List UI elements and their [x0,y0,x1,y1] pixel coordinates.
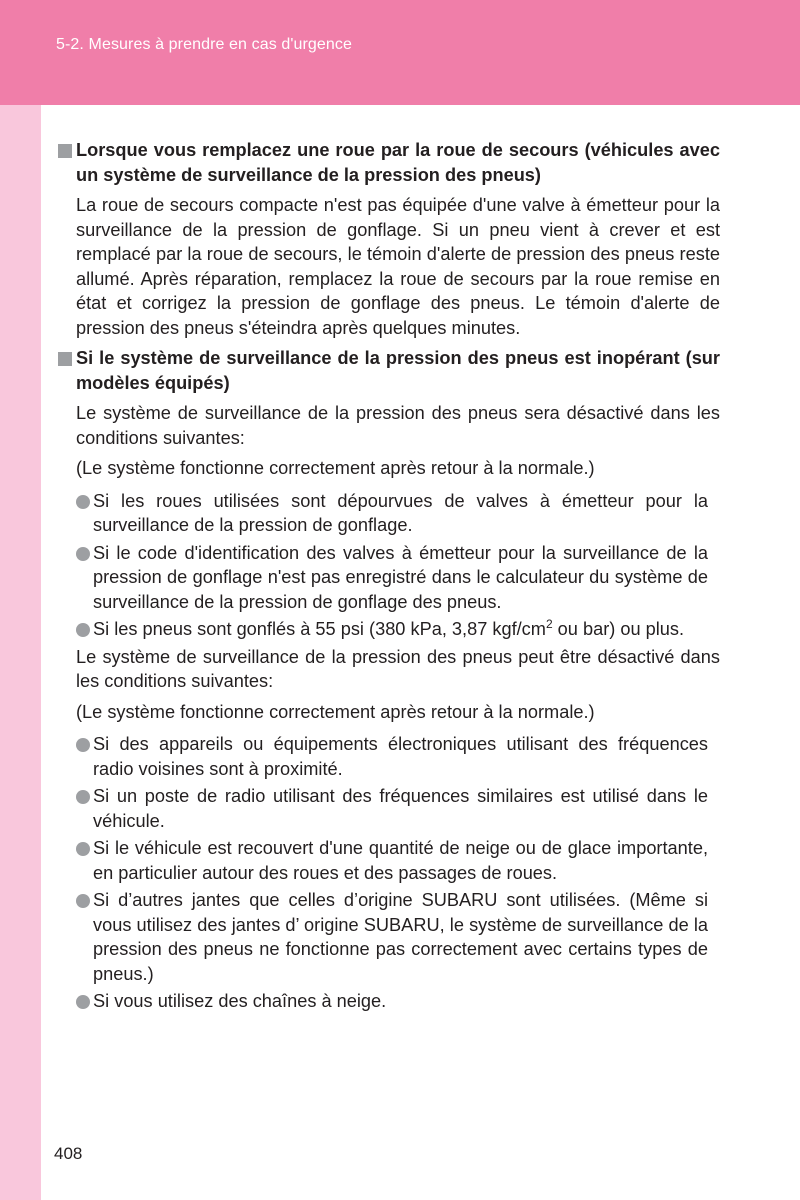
list-item: Si des appareils ou équipements électroniques utilisant des fréquences radio voisines sont à proximité. [57,732,720,781]
circle-bullet-icon [76,894,90,908]
list-item: Si un poste de radio utilisant des fréquences similaires est utilisé dans le véhicule. [57,784,720,833]
list-item: Si d’autres jantes que celles d’origine SUBARU sont utilisées. (Même si vous utilisez des jantes d’ origine SUBARU, le système de surveillance de la pression des pneus ne fonctionne pas correctement avec certains types de pneus.) [57,888,720,986]
list-item: Si vous utilisez des chaînes à neige. [57,989,720,1014]
section-heading-spare-wheel [57,138,720,187]
page-content [57,138,720,1017]
page-header [0,0,800,105]
paragraph-intro-deactivated: Le système de surveillance de la pression des pneus sera désactivé dans les conditions suivantes: [76,403,720,448]
list-item: Si les roues utilisées sont dépourvues de valves à émetteur pour la surveillance de la pression de gonflage. [57,489,720,538]
section-heading-system-inoperative [57,346,720,395]
paragraph-note: (Le système fonctionne correctement après retour à la normale.) [76,701,595,722]
list-item: Si le véhicule est recouvert d'une quantité de neige ou de glace importante, en particulier autour des roues et des passages de roues. [57,836,720,885]
section-title: 5-2. Mesures à prendre en cas d'urgence [56,36,353,53]
paragraph-intro-may-deactivate: Le système de surveillance de la pression des pneus peut être désactivé dans les conditions suivantes: [76,646,720,691]
circle-bullet-icon [76,790,90,804]
side-strip [0,105,41,1200]
circle-bullet-icon [76,495,90,509]
heading-text: Lorsque vous remplacez une roue par la roue de secours (véhicules avec un système de surveillance de la pression des pneus) [76,140,720,185]
paragraph-spare-wheel: La roue de secours compacte n'est pas équipée d'une valve à émetteur pour la surveillance de la pression de gonflage. Si un pneu vient à crever et est remplacé par la roue de secours, le témoin d'alerte de pression des pneus reste allumé. Après réparation, remplacez la roue de secours par la roue remise en état et corrigez la pression de gonflage des pneus. Le témoin d'alerte de pression des pneus s'éteindra après quelques minutes. [76,195,720,338]
paragraph-note: (Le système fonctionne correctement après retour à la normale.) [76,458,595,478]
circle-bullet-icon [76,995,90,1009]
heading-text: Si le système de surveillance de la pression des pneus est inopérant (sur modèles équipés) [76,348,720,393]
circle-bullet-icon [76,623,90,637]
square-bullet-icon [58,352,72,366]
circle-bullet-icon [76,738,90,752]
list-item: Si le code d'identification des valves à émetteur pour la surveillance de la pression de gonflage n'est pas enregistré dans le calculateur du système de surveillance de la pression de gonflage des pneus. [57,541,720,615]
circle-bullet-icon [76,842,90,856]
page-number: 408 [54,1144,83,1163]
circle-bullet-icon [76,547,90,561]
list-item: Si les pneus sont gonflés à 55 psi (380 kPa, 3,87 kgf/$cm^2$ ou bar) ou plus. [57,617,720,642]
square-bullet-icon [58,144,72,158]
superscript: 2 [545,617,553,631]
